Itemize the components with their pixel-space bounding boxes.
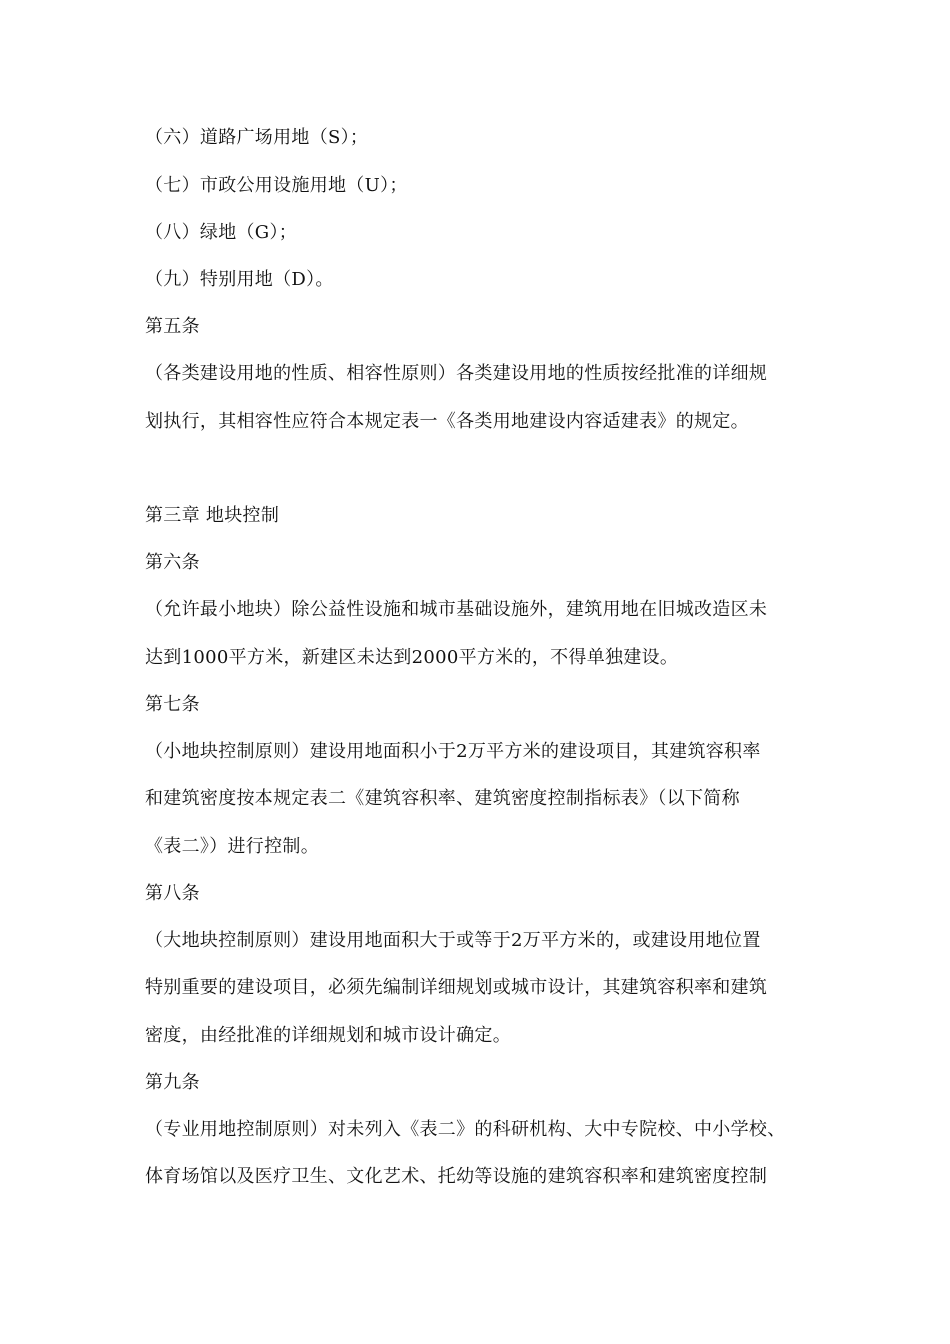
- article-5-text-line-2: 划执行，其相容性应符合本规定表一《各类用地建设内容适建表》的规定。: [145, 411, 749, 432]
- article-6-text-line-2: 达到1000平方米，新建区未达到2000平方米的，不得单独建设。: [145, 647, 679, 668]
- article-8-heading: 第八条: [145, 883, 200, 904]
- article-8-text-line-2: 特别重要的建设项目，必须先编制详细规划或城市设计，其建筑容积率和建筑: [145, 977, 768, 998]
- article-9-heading: 第九条: [145, 1072, 200, 1093]
- chapter-3-heading: 第三章 地块控制: [145, 505, 280, 526]
- list-item-road-square-land: （六）道路广场用地（S）；: [145, 127, 369, 148]
- article-7-heading: 第七条: [145, 694, 200, 715]
- article-9-text-line-1: （专业用地控制原则）对未列入《表二》的科研机构、大中专院校、中小学校、: [145, 1119, 786, 1140]
- article-8-text-line-1: （大地块控制原则）建设用地面积大于或等于2万平方米的，或建设用地位置: [145, 930, 761, 951]
- article-9-text-line-2: 体育场馆以及医疗卫生、文化艺术、托幼等设施的建筑容积率和建筑密度控制: [145, 1166, 768, 1187]
- list-item-municipal-utility-land: （七）市政公用设施用地（U）；: [145, 175, 408, 196]
- article-7-text-line-2: 和建筑密度按本规定表二《建筑容积率、建筑密度控制指标表》（以下简称: [145, 788, 740, 809]
- article-7-text-line-1: （小地块控制原则）建设用地面积小于2万平方米的建设项目，其建筑容积率: [145, 741, 761, 762]
- article-6-text-line-1: （允许最小地块）除公益性设施和城市基础设施外，建筑用地在旧城改造区未: [145, 599, 768, 620]
- article-6-heading: 第六条: [145, 552, 200, 573]
- article-8-text-line-3: 密度，由经批准的详细规划和城市设计确定。: [145, 1025, 511, 1046]
- article-7-text-line-3: 《表二》）进行控制。: [145, 836, 319, 857]
- list-item-green-land: （八）绿地（G）；: [145, 222, 298, 243]
- article-5-heading: 第五条: [145, 316, 200, 337]
- article-5-text-line-1: （各类建设用地的性质、相容性原则）各类建设用地的性质按经批准的详细规: [145, 363, 768, 384]
- list-item-special-land: （九）特别用地（D）。: [145, 269, 334, 290]
